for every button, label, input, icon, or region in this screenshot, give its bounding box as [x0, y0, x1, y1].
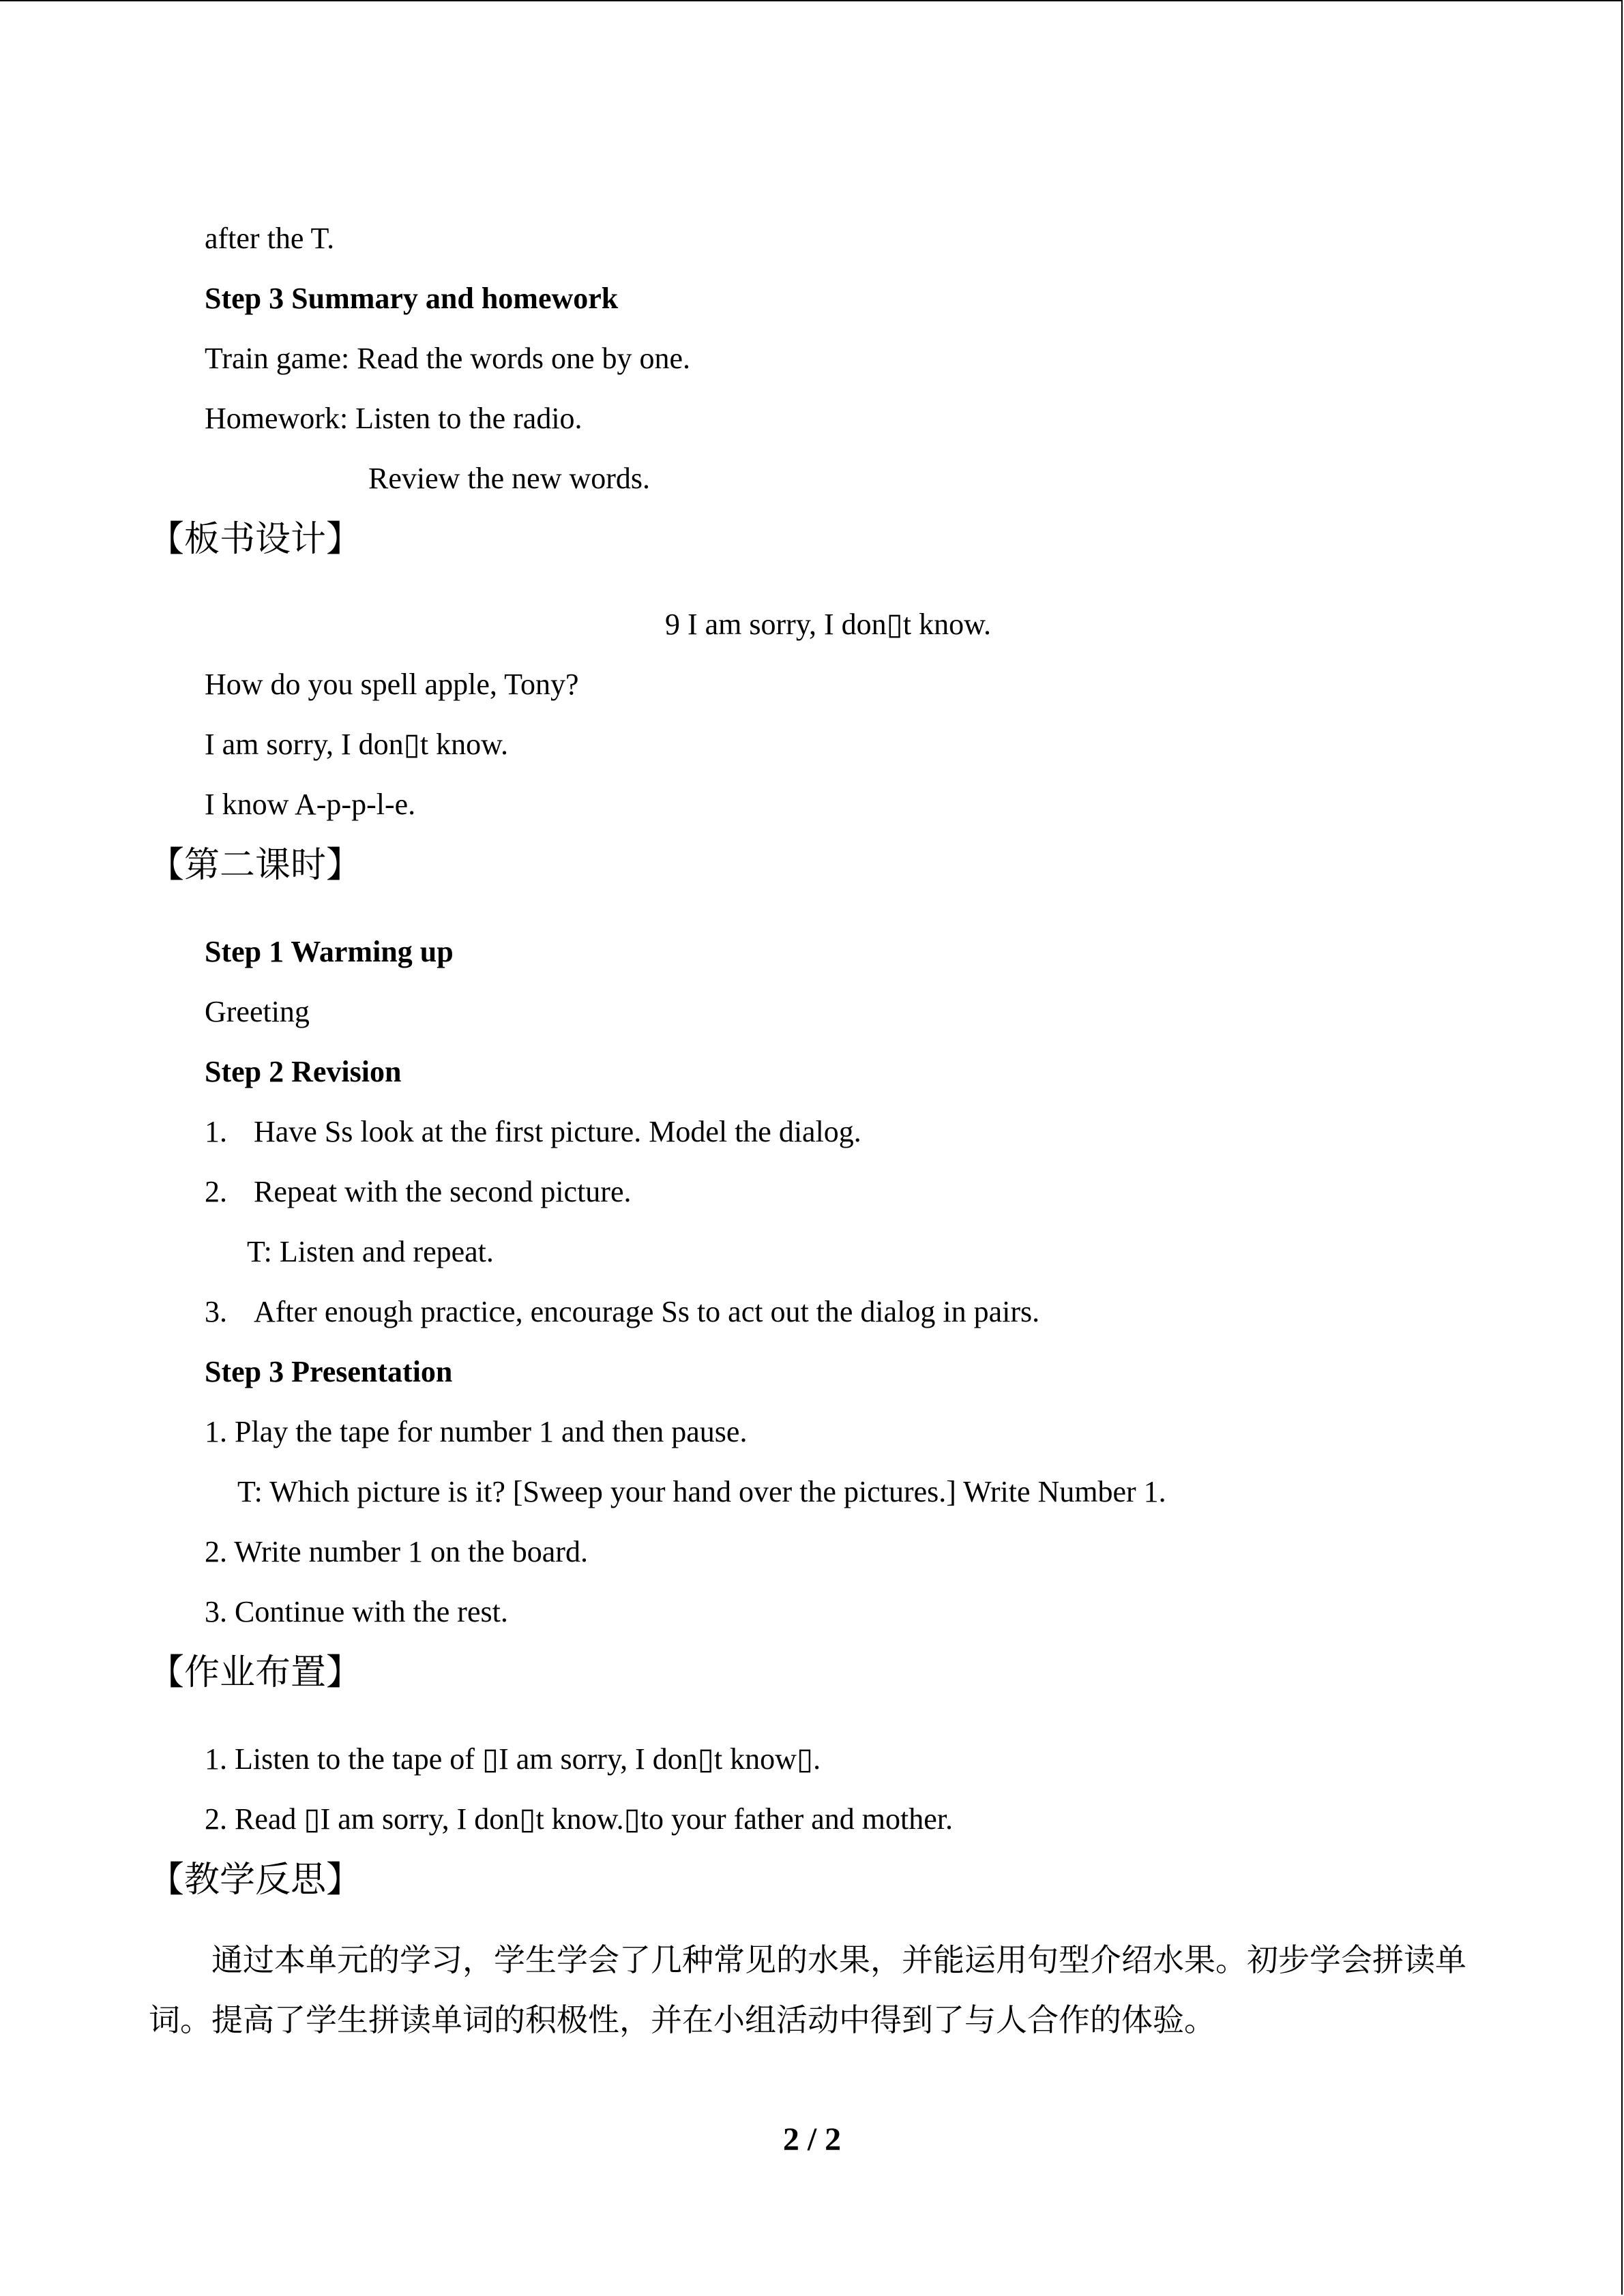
- presentation-item-3: 3. Continue with the rest.: [205, 1595, 508, 1628]
- board-design-heading: 【板书设计】: [149, 519, 362, 560]
- presentation-item-1-sub: T: Which picture is it? [Sweep your hand over the pictures.] Write Number 1.: [237, 1475, 1166, 1508]
- revision-item-3-number: 3.: [205, 1295, 227, 1328]
- homework-item-2: 2. Read ▯I am sorry, I don▯t know.▯to your father and mother.: [205, 1802, 954, 1836]
- revision-item-2-text: Repeat with the second picture.: [254, 1175, 632, 1208]
- step3-presentation-heading: Step 3 Presentation: [205, 1355, 453, 1388]
- board-design-line-1: How do you spell apple, Tony?: [205, 668, 579, 701]
- greeting-line: Greeting: [205, 995, 310, 1028]
- revision-item-1-text: Have Ss look at the first picture. Model the dialog.: [254, 1115, 861, 1148]
- revision-item-3-text: After enough practice, encourage Ss to act out the dialog in pairs.: [254, 1295, 1040, 1328]
- page-number: 2 / 2: [782, 2121, 842, 2158]
- revision-item-1: [205, 1112, 861, 1152]
- presentation-item-1: 1. Play the tape for number 1 and then pause.: [205, 1415, 748, 1448]
- board-design-line-3: I know A-p-p-l-e.: [205, 788, 416, 821]
- revision-item-1-number: 1.: [205, 1115, 227, 1148]
- homework-listen-line: Homework: Listen to the radio.: [205, 402, 582, 435]
- second-lesson-heading: 【第二课时】: [149, 845, 362, 886]
- board-design-line-2: I am sorry, I don▯t know.: [205, 728, 508, 761]
- homework-heading: 【作业布置】: [149, 1652, 362, 1693]
- board-design-title: 9 I am sorry, I don▯t know.: [665, 608, 991, 641]
- step1-warming-up-heading: Step 1 Warming up: [205, 935, 454, 968]
- revision-item-3: [205, 1292, 1039, 1332]
- revision-item-2: [205, 1172, 631, 1212]
- train-game-line: Train game: Read the words one by one.: [205, 342, 691, 375]
- text-after-t: after the T.: [205, 222, 335, 255]
- homework-item-1: 1. Listen to the tape of ▯I am sorry, I don▯t know▯.: [205, 1742, 821, 1776]
- revision-item-2-number: 2.: [205, 1175, 227, 1208]
- revision-item-2-sub: T: Listen and repeat.: [247, 1235, 494, 1268]
- homework-review-line: Review the new words.: [368, 462, 651, 495]
- reflection-paragraph: 通过本单元的学习，学生学会了几种常见的水果，并能运用句型介绍水果。初步学会拼读单词。提高了学生拼读单词的积极性，并在小组活动中得到了与人合作的体验。: [149, 1941, 1466, 2038]
- step2-revision-heading: Step 2 Revision: [205, 1055, 402, 1088]
- reflection-heading: 【教学反思】: [149, 1860, 362, 1900]
- step3-summary-heading: Step 3 Summary and homework: [205, 282, 619, 315]
- presentation-item-2: 2. Write number 1 on the board.: [205, 1535, 588, 1568]
